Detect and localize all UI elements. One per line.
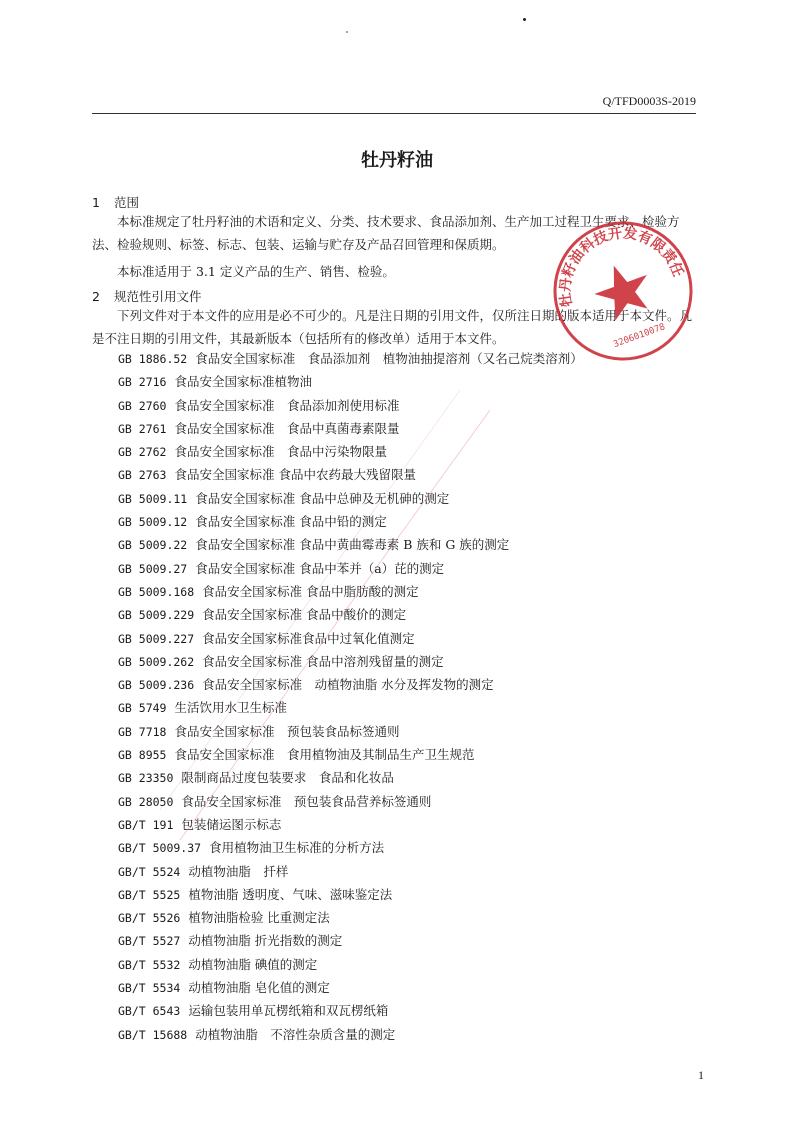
reference-item: [118, 929, 583, 952]
reference-title: 食品安全国家标准食品中过氧化值测定: [202, 630, 415, 646]
reference-code: GB 8955: [118, 748, 167, 763]
reference-title: 运输包装用单瓦楞纸箱和双瓦楞纸箱: [188, 1003, 389, 1019]
reference-title: 动植物油脂 扦样: [188, 863, 289, 879]
reference-title: 食品安全国家标准 食品中溶剂残留量的测定: [202, 653, 444, 669]
reference-code: GB/T 5009.37: [118, 841, 202, 856]
standard-code: Q/TFD0003S-2019: [602, 94, 696, 108]
reference-title: 食品安全国家标准 预包装食品营养标签通则: [181, 793, 432, 809]
reference-code: GB/T 15688: [118, 1027, 188, 1042]
reference-code: GB 7718: [118, 724, 167, 739]
document-title: 牡丹籽油: [361, 150, 433, 171]
reference-item: [118, 999, 583, 1022]
reference-title: 动植物油脂 碘值的测定: [188, 956, 318, 972]
reference-code: GB 2761: [118, 421, 167, 436]
section-heading-text: 范围: [114, 195, 140, 210]
reference-title: 限制商品过度包装要求 食品和化妆品: [181, 770, 394, 786]
reference-code: GB/T 5524: [118, 864, 181, 879]
reference-title: 食品安全国家标准 食品添加剂使用标准: [174, 397, 400, 413]
reference-title: 食品安全国家标准 食品中脂肪酸的测定: [202, 583, 419, 599]
watermark-overlay: [160, 380, 500, 850]
reference-title: 食品安全国家标准 动植物油脂 水分及挥发物的测定: [202, 677, 494, 693]
reference-title: 食品安全国家标准 食用植物油及其制品生产卫生规范: [174, 747, 475, 763]
scope-paragraph-2: 本标准适用于 3.1 定义产品的生产、销售、检验。: [117, 264, 395, 279]
page-number: 1: [698, 1068, 704, 1082]
scope-paragraph-1: 本标准规定了牡丹籽油的术语和定义、分类、技术要求、食品添加剂、生产加工过程卫生要求、检验方法、检验规则、标签、标志、包装、运输与贮存及产品召回管理和保质期。: [92, 214, 680, 252]
reference-title: 植物油脂 透明度、气味、滋味鉴定法: [188, 886, 393, 902]
reference-code: GB/T 5526: [118, 911, 181, 926]
company-seal-icon: [548, 216, 698, 366]
reference-code: GB 2763: [118, 468, 167, 483]
reference-title: 食品安全国家标准 食品中真菌毒素限量: [174, 420, 400, 436]
reference-title: 动植物油脂 折光指数的测定: [188, 933, 343, 949]
section-number: 2: [92, 289, 100, 304]
seal-text: 牡丹籽油科技开发有限责任公司: [557, 225, 686, 308]
section-number: 1: [92, 195, 100, 210]
reference-code: GB 5009.168: [118, 584, 195, 599]
reference-code: GB 23350: [118, 771, 174, 786]
reference-title: 动植物油脂 不溶性杂质含量的测定: [195, 1026, 396, 1042]
reference-item: [118, 906, 583, 929]
reference-title: 食品安全国家标准 食品中苯并（a）芘的测定: [195, 560, 445, 576]
reference-code: GB 5009.227: [118, 631, 195, 646]
reference-code: GB/T 191: [118, 817, 174, 832]
reference-item: [118, 883, 583, 906]
normative-intro: 下列文件对于本文件的应用是必不可少的。凡是注日期的引用文件，仅所注日期的版本适用于本文件。凡是不注日期的引用文件，其最新版本（包括所有的修改单）适用于本文件。: [92, 308, 693, 346]
reference-code: GB/T 5525: [118, 887, 181, 902]
reference-title: 食用植物油卫生标准的分析方法: [209, 840, 385, 856]
reference-title: 植物油脂检验 比重测定法: [188, 910, 330, 926]
reference-code: GB 2760: [118, 398, 167, 413]
header-rule: [92, 113, 696, 114]
reference-code: GB 5009.229: [118, 608, 195, 623]
reference-item: [118, 1023, 583, 1046]
reference-code: GB/T 5527: [118, 934, 181, 949]
reference-title: 生活饮用水卫生标准: [174, 700, 287, 716]
reference-code: GB/T 6543: [118, 1004, 181, 1019]
reference-code: GB 5749: [118, 701, 167, 716]
section-heading-text: 规范性引用文件: [114, 289, 202, 304]
reference-item: [118, 976, 583, 999]
reference-code: GB/T 5532: [118, 957, 181, 972]
reference-title: 食品安全国家标准 食品中农药最大残留限量: [174, 467, 416, 483]
reference-title: 动植物油脂 皂化值的测定: [188, 980, 330, 996]
reference-title: 食品安全国家标准植物油: [174, 374, 312, 390]
reference-code: GB/T 5534: [118, 981, 181, 996]
reference-title: 食品安全国家标准 食品中酸价的测定: [202, 607, 407, 623]
reference-title: 包装储运图示标志: [181, 816, 282, 832]
reference-title: 食品安全国家标准 预包装食品标签通则: [174, 723, 400, 739]
reference-code: GB 1886.52: [118, 352, 188, 366]
section-normative-heading: [92, 287, 202, 305]
reference-item: [118, 953, 583, 976]
reference-code: GB 2716: [118, 375, 167, 390]
reference-title: 食品安全国家标准 食品中铅的测定: [195, 514, 387, 530]
reference-code: GB 5009.22: [118, 538, 188, 553]
reference-title: 食品安全国家标准 食品中总砷及无机砷的测定: [195, 490, 450, 506]
reference-code: GB 5009.236: [118, 678, 195, 693]
reference-code: GB 5009.262: [118, 654, 195, 669]
reference-item: [118, 347, 583, 370]
reference-code: GB 28050: [118, 794, 174, 809]
seal-number: 3206010078: [612, 322, 667, 351]
reference-title: 食品安全国家标准 食品中黄曲霉毒素 B 族和 G 族的测定: [195, 537, 510, 553]
reference-title: 食品安全国家标准 食品添加剂 植物油抽提溶剂（又名己烷类溶剂）: [195, 351, 583, 366]
reference-code: GB 5009.11: [118, 491, 188, 506]
reference-code: GB 2762: [118, 445, 167, 460]
reference-code: GB 5009.27: [118, 561, 188, 576]
reference-code: GB 5009.12: [118, 515, 188, 530]
reference-title: 食品安全国家标准 食品中污染物限量: [174, 444, 387, 460]
reference-item: [118, 860, 583, 883]
section-scope-heading: [92, 193, 139, 211]
